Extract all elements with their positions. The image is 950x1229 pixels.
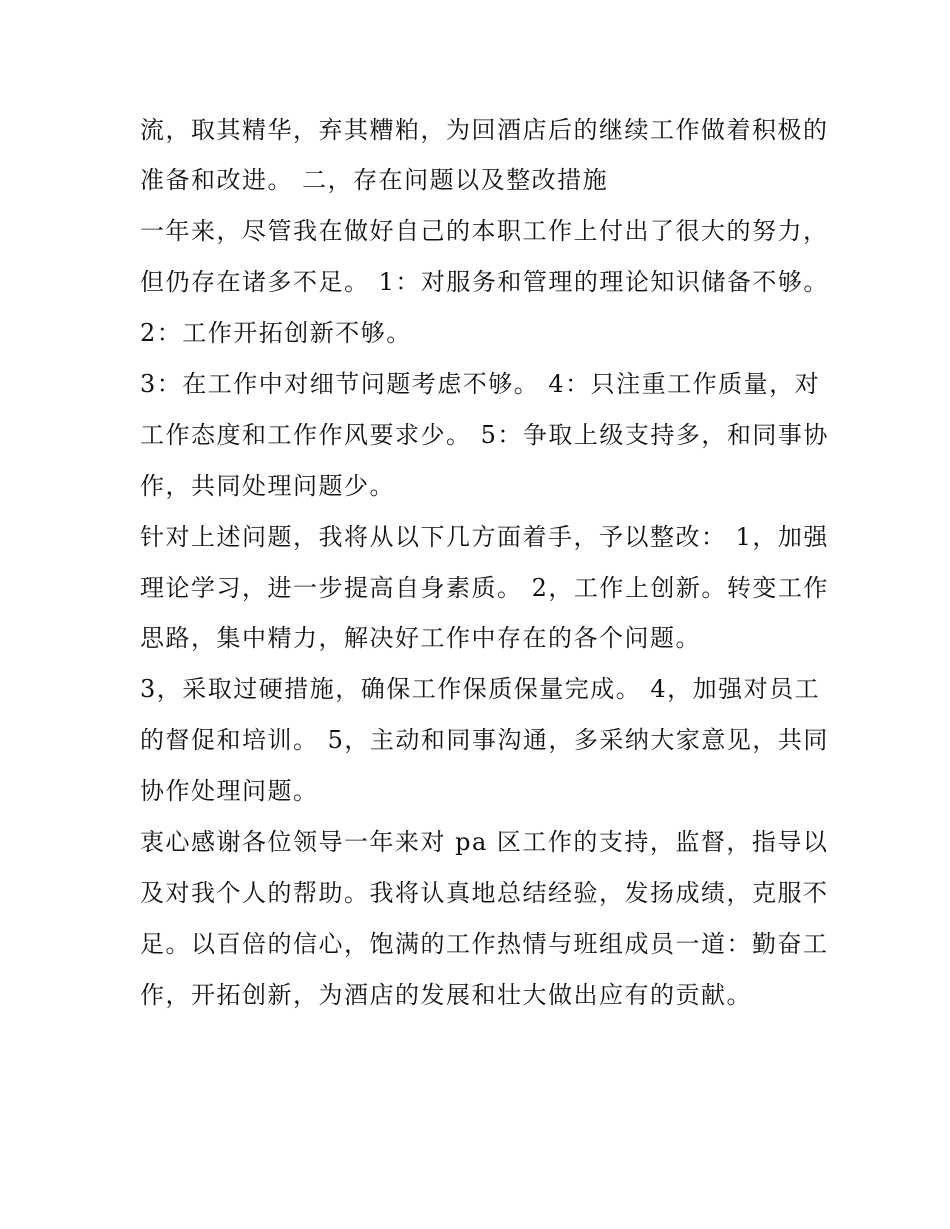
text-line: 工作态度和工作作风要求少。 5：争取上级支持多，和同事协 [140,421,829,449]
text-line: 3：在工作中对细节问题考虑不够。 4：只注重工作质量，对 [140,370,821,398]
text-line: 准备和改进。 二，存在问题以及整改措施 [140,166,609,194]
text-line: 衷心感谢各位领导一年来对 pa 区工作的支持，监督，指导以 [140,828,829,856]
text-line: 及对我个人的帮助。我将认真地总结经验，发扬成绩，克服不 [140,879,829,907]
text-line: 一年来，尽管我在做好自己的本职工作上付出了很大的努力， [140,217,829,245]
text-line: 理论学习，进一步提高自身素质。 2，工作上创新。转变工作 [140,574,829,602]
text-line: 针对上述问题，我将从以下几方面着手，予以整改： 1，加强 [140,523,829,551]
text-line: 思路，集中精力，解决好工作中存在的各个问题。 [140,624,701,652]
text-line: 足。以百倍的信心，饱满的工作热情与班组成员一道：勤奋工 [140,930,829,958]
text-line: 的督促和培训。 5，主动和同事沟通，多采纳大家意见，共同 [140,726,829,754]
text-line: 作，共同处理问题少。 [140,472,395,500]
text-line: 作，开拓创新，为酒店的发展和壮大做出应有的贡献。 [140,981,752,1009]
text-line: 2：工作开拓创新不够。 [140,319,412,347]
text-line: 流，取其精华，弃其糟粕，为回酒店后的继续工作做着积极的 [140,116,829,144]
text-line: 但仍存在诸多不足。 1：对服务和管理的理论知识储备不够。 [140,268,829,296]
text-line: 3，采取过硬措施，确保工作保质保量完成。 4，加强对员工 [140,675,821,703]
text-line: 协作处理问题。 [140,777,319,805]
